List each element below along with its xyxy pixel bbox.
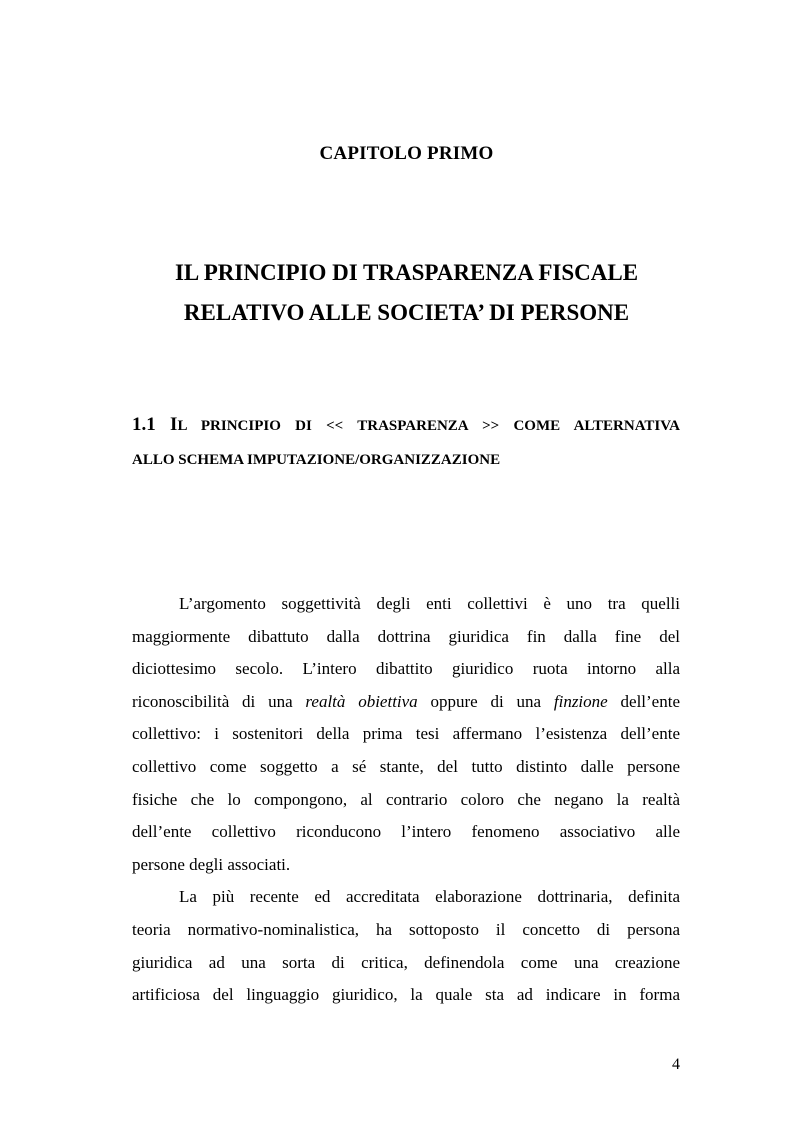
paragraph-1-line-3: diciottesimo secolo. L’intero dibattito giuridico ruota intorno alla — [132, 659, 680, 679]
paragraph-1-line-2: maggiormente dibattuto dalla dottrina giuridica fin dalla fine del — [132, 626, 680, 646]
section-heading-line-2: ALLO SCHEMA IMPUTAZIONE/ORGANIZZAZIONE — [132, 452, 501, 468]
section-heading-line-1-text: L PRINCIPIO DI << TRASPARENZA >> COME ALTERNATIVA — [177, 418, 680, 434]
paragraph-1-line-4-b: oppure di una — [417, 691, 554, 711]
paragraph-1-line-4-a: riconoscibilità di una — [132, 691, 306, 711]
paragraph-1-line-9: persone degli associati. — [132, 854, 291, 874]
section-first-letter: I — [170, 414, 178, 435]
paragraph-2-line-1: La più recente ed accreditata elaborazione dottrinaria, definita — [179, 887, 680, 907]
body-text — [132, 588, 680, 1012]
section-heading — [132, 408, 680, 477]
paragraph-1-line-6: collettivo come soggetto a sé stante, del tutto distinto dalle persone — [132, 756, 680, 776]
paragraph-1-line-8: dell’ente collettivo riconducono l’intero fenomeno associativo alle — [132, 822, 680, 842]
page-number: 4 — [672, 1056, 680, 1073]
emphasis-finzione: finzione — [553, 691, 608, 711]
paragraph-1-line-5: collettivo: i sostenitori della prima tesi affermano l’esistenza dell’ente — [132, 724, 680, 744]
chapter-label: CAPITOLO PRIMO — [319, 143, 494, 164]
paragraph-1-line-4-c: dell’ente — [607, 691, 680, 711]
section-number: 1.1 — [132, 414, 156, 435]
section-heading-line-1 — [132, 408, 680, 443]
chapter-title — [0, 253, 793, 333]
paragraph-1-line-7: fisiche che lo compongono, al contrario coloro che negano la realtà — [132, 789, 680, 809]
emphasis-realta-obiettiva: realtà obiettiva — [305, 691, 418, 711]
paragraph-2-line-2: teoria normativo-nominalistica, ha sottoposto il concetto di persona — [132, 919, 680, 939]
paragraph-2-line-4: artificiosa del linguaggio giuridico, la quale sta ad indicare in forma — [132, 985, 680, 1005]
paragraph-1-line-4 — [132, 686, 680, 719]
paragraph-1-line-1: L’argomento soggettività degli enti collettivi è uno tra quelli — [179, 594, 680, 613]
chapter-title-line-2: RELATIVO ALLE SOCIETA’ DI PERSONE — [183, 300, 630, 325]
paragraph-2-line-3: giuridica ad una sorta di critica, definendola come una creazione — [132, 952, 680, 972]
chapter-title-line-1: IL PRINCIPIO DI TRASPARENZA FISCALE — [174, 260, 639, 285]
